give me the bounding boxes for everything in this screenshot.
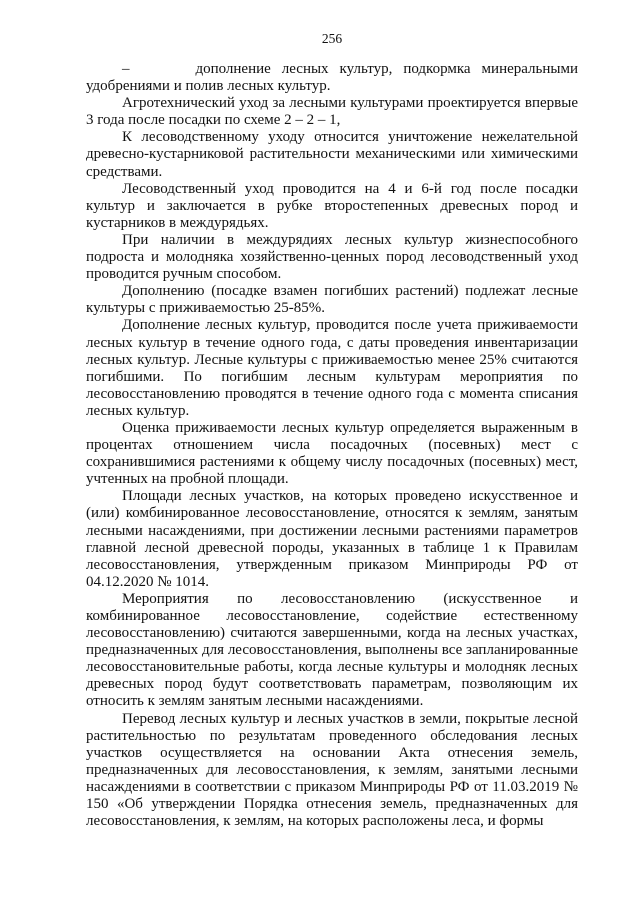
paragraph-silvicultural-care-timing: Лесоводственный уход проводится на 4 и 6-й год после посадки культур и заключается в рубке второстепенных древесных пород и кустарников в междурядьях.	[86, 180, 578, 231]
page-number: 256	[321, 31, 343, 46]
paragraph-reforestation-completion: Мероприятия по лесовосстановлению (искусственное и комбинированное лесовосстановление, содействие естественному лесовосстановлению) считаются завершенными, когда на лесных участках, предназначенных для лесовосстановления, выполнены все запланированные лесовосстановительные работы, когда лесные культуры и молодняк лесных древесных пород будут соответствовать параметрам, позволяющим их относить к землям занятым лесными насаждениями.	[86, 590, 578, 710]
paragraph-land-transfer: Перевод лесных культур и лесных участков в земли, покрытые лесной растительностью по результатам проведенного обследования лесных участков осуществляется на основании Акта отнесения земель, предназначенных для лесовосстановления, к землям, занятыми лесными насаждениями в соответствии с приказом Минприроды РФ от 11.03.2019 № 150 «Об утверждении Порядка отнесения земель, предназначенных для лесовосстановления, к землям, на которых расположены леса, и формы	[86, 710, 578, 830]
paragraph-supplement-eligibility: Дополнению (посадке взамен погибших растений) подлежат лесные культуры с приживаемостью 25-85%.	[86, 283, 578, 317]
paragraph-supplement-procedure: Дополнение лесных культур, проводится после учета приживаемости лесных культур в течение одного года, с даты проведения инвентаризации лесных культур. Лесные культуры с приживаемостью менее 25% считаются погибшими. По погибшим лесным культурам мероприятия по лесовосстановлению проводятся в течение одного года с момента списания лесных культур.	[86, 317, 578, 419]
paragraph-forest-land-classification: Площади лесных участков, на которых проведено искусственное и (или) комбинированное лесовосстановление, относятся к землям, занятым лесными насаждениями, при достижении лесными растениями параметров главной лесной древесной породы, указанных в таблице 1 к Правилам лесовосстановления, утвержденным приказом Минприроды РФ от 04.12.2020 № 1014.	[86, 488, 578, 590]
paragraph-survival-assessment: Оценка приживаемости лесных культур определяется выраженным в процентах отношением числа посадочных (посевных) мест с сохранившимися растениями к общему числу посадочных (посевных) мест, учтенных на пробной площади.	[86, 419, 578, 488]
paragraph-supplement-list-item: – дополнение лесных культур, подкормка минеральными удобрениями и полив лесных культур.	[86, 61, 578, 95]
paragraph-silvicultural-care-definition: К лесоводственному уходу относится уничтожение нежелательной древесно-кустарниковой растительности механическими или химическими средствами.	[86, 129, 578, 180]
paragraph-agrotechnical-care: Агротехнический уход за лесными культурами проектируется впервые 3 года после посадки по схеме 2 – 2 – 1,	[86, 95, 578, 129]
paragraph-manual-care: При наличии в междурядиях лесных культур жизнеспособного подроста и молодняка хозяйственно-ценных пород лесоводственный уход проводится ручным способом.	[86, 231, 578, 283]
